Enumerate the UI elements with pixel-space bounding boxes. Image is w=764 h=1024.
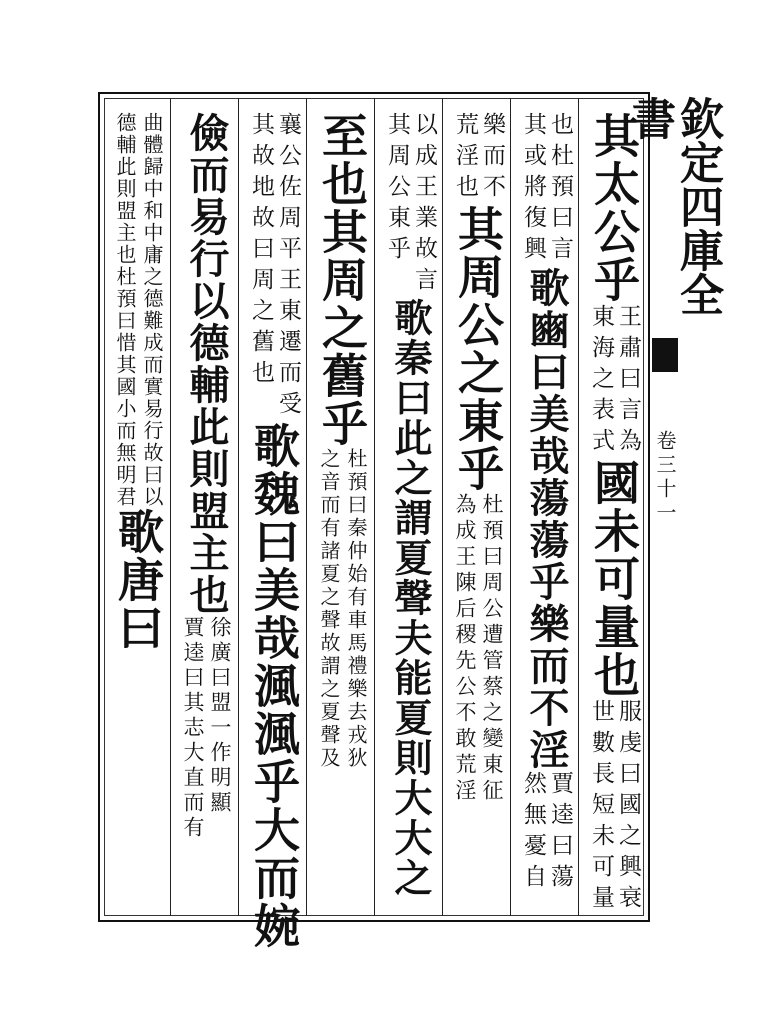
main-text: 儉而易行以德輔此則盟主也 <box>183 112 230 616</box>
text-column-3 <box>450 112 506 805</box>
commentary-left: 荒淫也 <box>452 112 478 205</box>
text-column-6 <box>246 112 302 950</box>
commentary-left: 其故地故曰周之舊也 <box>248 112 274 391</box>
commentary-right: 賈逵曰蕩 <box>547 771 573 895</box>
column-rule <box>374 98 375 916</box>
commentary <box>316 448 368 770</box>
commentary-right: 曲體歸中和中庸之德難成而實易行故曰以 <box>140 112 164 508</box>
main-text: 至也其周之舊乎 <box>315 112 369 448</box>
commentary-left: 之音而有諸夏之聲故謂之夏聲及 <box>317 448 341 770</box>
commentary <box>248 112 300 422</box>
column-rule <box>170 98 171 916</box>
commentary <box>452 112 504 205</box>
main-text: 歌魏曰美哉渢渢乎大而婉 <box>247 422 301 950</box>
commentary <box>588 304 640 459</box>
commentary <box>112 112 164 508</box>
commentary-right: 服虔曰國之興衰 <box>615 699 641 916</box>
commentary <box>452 493 504 805</box>
commentary-right: 樂而不 <box>479 112 505 205</box>
main-text: 歌唐曰 <box>111 508 165 652</box>
text-column-1 <box>586 112 642 916</box>
commentary <box>588 699 640 916</box>
commentary-right: 以成王業故言 <box>411 112 437 298</box>
column-rule <box>578 98 579 916</box>
commentary-left: 德輔此則盟主也杜預曰惜其國小而無明君 <box>113 112 137 508</box>
commentary-right: 王肅曰言為 <box>615 304 641 459</box>
column-rule <box>238 98 239 916</box>
commentary <box>520 112 572 267</box>
commentary-right: 也杜預曰言 <box>547 112 573 267</box>
book-title: 欽定四庫全書 <box>624 96 723 316</box>
commentary <box>384 112 436 298</box>
main-text: 其周公之東乎 <box>451 205 505 493</box>
commentary-right: 杜預曰周公遭管蔡之變東征 <box>480 493 504 805</box>
text-column-7 <box>178 112 234 841</box>
commentary-right: 襄公佐周平王東遷而受 <box>275 112 301 422</box>
commentary-left: 為成王陳后稷先公不敢荒淫 <box>453 493 477 805</box>
text-column-4 <box>382 112 438 898</box>
commentary-left: 其周公東乎 <box>384 112 410 267</box>
commentary-left: 然無憂自 <box>520 771 546 895</box>
text-column-2 <box>518 112 574 895</box>
commentary-left: 世數長短未可量 <box>588 699 614 916</box>
column-rule <box>306 98 307 916</box>
main-text: 國未可量也 <box>587 459 641 699</box>
text-column-8 <box>110 112 166 652</box>
commentary-left: 賈逵曰其志大直而有 <box>181 616 205 841</box>
main-text: 其太公乎 <box>587 112 641 304</box>
commentary-right: 杜預曰秦仲始有車馬禮樂去戎狄 <box>344 448 368 770</box>
column-rule <box>442 98 443 916</box>
commentary <box>520 771 572 895</box>
commentary-left: 其或將復興 <box>520 112 546 267</box>
text-column-5 <box>314 112 370 770</box>
column-rule <box>510 98 511 916</box>
commentary-left: 東海之表式 <box>588 304 614 459</box>
fish-tail-mark <box>652 338 678 372</box>
volume-label: 卷三十一 <box>653 430 677 526</box>
commentary-right: 徐廣曰盟一作明顯 <box>208 616 232 816</box>
main-text: 歌秦曰此之謂夏聲夫能夏則大大之 <box>388 298 433 898</box>
commentary <box>180 616 232 841</box>
main-text: 歌豳曰美哉蕩蕩乎樂而不淫 <box>523 267 570 771</box>
